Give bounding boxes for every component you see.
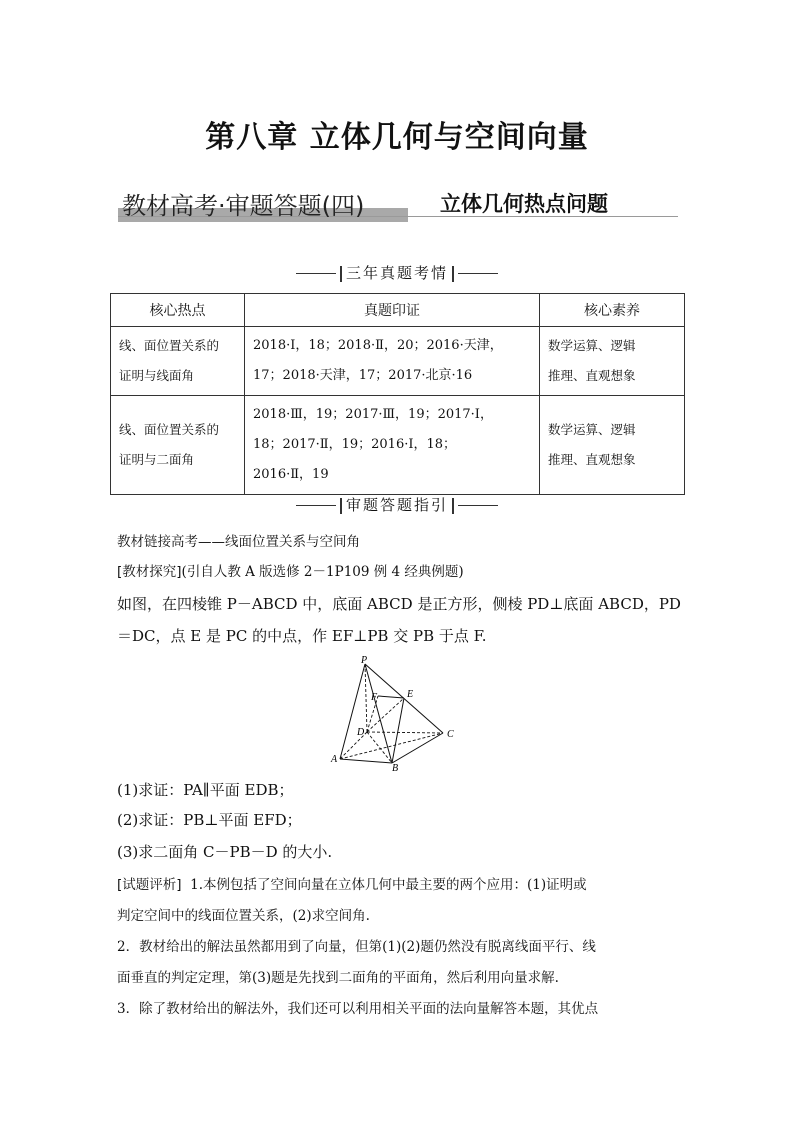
- table-header: 核心素养: [540, 294, 685, 327]
- analysis-p2-first: 2．教材给出的解法虽然都用到了向量，但第(1)(2)题仍然没有脱离线面平行、线: [117, 939, 596, 955]
- analysis-tag: [试题评析]: [117, 877, 182, 893]
- exam-table: [110, 293, 685, 495]
- cell-line: 线、面位置关系的: [119, 338, 220, 353]
- cell-line: 2018·Ⅰ，18；2018·Ⅱ，20；2016·天津，: [253, 338, 503, 353]
- question-2: (2)求证：PB⊥平面 EFD；: [117, 811, 302, 829]
- subheading: 教材链接高考——线面位置关系与空间角: [117, 534, 360, 550]
- source-text: (引自人教 A 版选修 2－1P109 例 4 经典例题): [181, 564, 464, 580]
- source-line: [117, 560, 687, 584]
- edge-fe: [378, 696, 404, 698]
- section-header-exam: [0, 262, 794, 283]
- label-d: D: [357, 727, 365, 738]
- edge-bc: [392, 733, 443, 763]
- label-b: B: [392, 763, 399, 771]
- source-tag: [教材探究]: [117, 564, 182, 580]
- table-cell-exams: [245, 396, 540, 495]
- table-cell-topic: [111, 327, 245, 396]
- section-header-guide: [0, 494, 794, 515]
- section-header-exam-label: 三年真题考情: [345, 264, 448, 282]
- edge-ab: [340, 759, 392, 763]
- problem-line-1: 如图，在四棱锥 P－ABCD 中，底面 ABCD 是正方形，侧棱 PD⊥底面 ABCD，PD: [117, 595, 681, 613]
- table-header: 核心热点: [111, 294, 245, 327]
- cell-line: 证明与二面角: [119, 452, 195, 467]
- label-c: C: [447, 729, 454, 740]
- table-row: [111, 327, 685, 396]
- table-cell-literacy: [540, 396, 685, 495]
- cell-line: 推理、直观想象: [548, 452, 636, 467]
- cell-line: 2016·Ⅱ，19: [253, 467, 329, 482]
- cell-line: 推理、直观想象: [548, 368, 636, 383]
- pyramid-figure: [330, 656, 470, 771]
- cell-line: 数学运算、逻辑: [548, 338, 636, 353]
- analysis-paragraph-1: [117, 873, 687, 897]
- table-header: 真题印证: [245, 294, 540, 327]
- cell-line: 2018·Ⅲ，19；2017·Ⅲ，19；2017·Ⅰ，: [253, 407, 493, 422]
- edge-pa: [340, 664, 365, 759]
- pyramid-diagram: [330, 656, 470, 771]
- cell-line: 线、面位置关系的: [119, 422, 220, 437]
- edge-pb: [365, 664, 392, 763]
- banner-series-title: 教材高考·审题答题(四): [122, 192, 365, 220]
- section-header-guide-label: 审题答题指引: [345, 496, 448, 514]
- chapter-title: 第八章 立体几何与空间向量: [205, 120, 589, 155]
- label-e: E: [407, 689, 414, 700]
- label-p: P: [361, 656, 368, 666]
- question-1: (1)求证：PA∥平面 EDB；: [117, 781, 294, 799]
- table-cell-literacy: [540, 327, 685, 396]
- question-3: (3)求二面角 C－PB－D 的大小.: [117, 843, 333, 861]
- label-f: F: [371, 692, 378, 703]
- banner-topic-title: 立体几何热点问题: [440, 191, 608, 216]
- cell-line: 17；2018·天津，17；2017·北京·16: [253, 368, 473, 383]
- edge-pd-dashed: [365, 664, 367, 732]
- table-cell-topic: [111, 396, 245, 495]
- edge-dc-dashed: [367, 732, 443, 733]
- table-cell-exams: [245, 327, 540, 396]
- label-a: A: [331, 754, 338, 765]
- cell-line: 18；2017·Ⅱ，19；2016·Ⅰ，18；: [253, 437, 457, 452]
- table-header-row: [111, 294, 685, 327]
- analysis-p2-second: 面垂直的判定定理，第(3)题是先找到二面角的平面角，然后利用向量求解.: [117, 970, 559, 986]
- section-banner: [118, 186, 678, 226]
- analysis-p1-second: 判定空间中的线面位置关系，(2)求空间角.: [117, 908, 370, 924]
- edge-ac-dashed: [340, 733, 443, 759]
- table-row: [111, 396, 685, 495]
- problem-line-2: ＝DC，点 E 是 PC 的中点，作 EF⊥PB 交 PB 于点 F.: [117, 627, 487, 645]
- cell-line: 证明与线面角: [119, 368, 195, 383]
- cell-line: 数学运算、逻辑: [548, 422, 636, 437]
- analysis-p1-first: 1.本例包括了空间向量在立体几何中最主要的两个应用：(1)证明或: [190, 877, 587, 893]
- analysis-p3: 3．除了教材给出的解法外，我们还可以利用相关平面的法向量解答本题，其优点: [117, 1001, 599, 1017]
